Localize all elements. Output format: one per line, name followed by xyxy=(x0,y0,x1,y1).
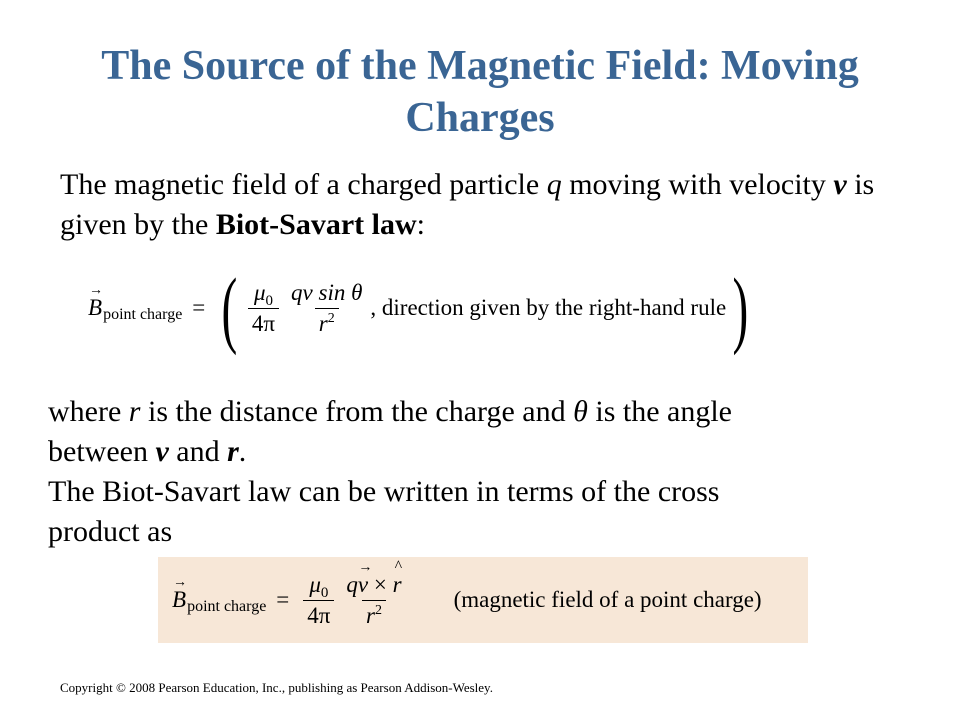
mu-fraction-2: $\frac{\mu_0}{4\pi}$ xyxy=(303,572,334,629)
subscript-point-charge-2: point charge xyxy=(187,598,267,615)
b-vector-2: → B xyxy=(172,575,187,612)
qv-sin-fraction: $\frac{\text{qv sin θ}}{r^2}$ xyxy=(291,279,363,336)
cross-product-fraction: qv → × ^ r $r^2$ xyxy=(346,557,403,628)
intro-v: v xyxy=(833,168,847,201)
vector-arrow-icon: → xyxy=(173,575,187,590)
var-r-bold: r xyxy=(227,435,239,468)
right-paren: ) xyxy=(732,260,749,356)
direction-text: , direction given by the right-hand rule xyxy=(370,295,727,320)
intro-paragraph xyxy=(60,165,880,245)
subscript-point-charge: point charge xyxy=(103,306,183,323)
explanation-paragraph xyxy=(48,392,878,552)
intro-text-4: : xyxy=(416,208,425,241)
var-r: r xyxy=(128,395,141,428)
intro-text-2: moving with velocity xyxy=(561,168,834,201)
vector-arrow-icon: → xyxy=(89,283,103,298)
var-theta: θ xyxy=(573,395,588,428)
cross-product-equation-box xyxy=(158,557,808,643)
intro-text-3: is given by the xyxy=(60,168,875,241)
intro-text-1: The magnetic field of a charged particle xyxy=(60,168,547,201)
equals-sign: = xyxy=(192,295,206,320)
equation-label: (magnetic field of a point charge) xyxy=(453,587,762,612)
copyright-notice: Copyright © 2008 Pearson Education, Inc., publishing as Pearson Addison-Wesley. xyxy=(60,680,493,695)
explanation-line-2: between v and r. xyxy=(48,435,247,468)
explanation-line-1: where r is the distance from the charge and θ is the angle xyxy=(48,395,733,428)
var-v: v xyxy=(155,435,169,468)
left-paren: ( xyxy=(221,260,238,356)
explanation-line-4: product as xyxy=(48,515,173,548)
vector-arrow-icon: → xyxy=(358,559,373,575)
slide-title: The Source of the Magnetic Field: Moving Charges xyxy=(101,43,859,141)
b-vector: → B xyxy=(88,283,103,320)
equals-sign-2: = xyxy=(276,587,290,612)
unit-hat-icon: ^ xyxy=(394,557,403,575)
explanation-line-3: The Biot-Savart law can be written in terms of the cross xyxy=(48,475,720,508)
mu-fraction: $\frac{\mu_0}{4\pi}$ xyxy=(248,280,279,337)
intro-q: q xyxy=(546,168,562,201)
biot-savart-law-term: Biot-Savart law xyxy=(215,208,417,241)
biot-savart-equation xyxy=(88,262,828,354)
